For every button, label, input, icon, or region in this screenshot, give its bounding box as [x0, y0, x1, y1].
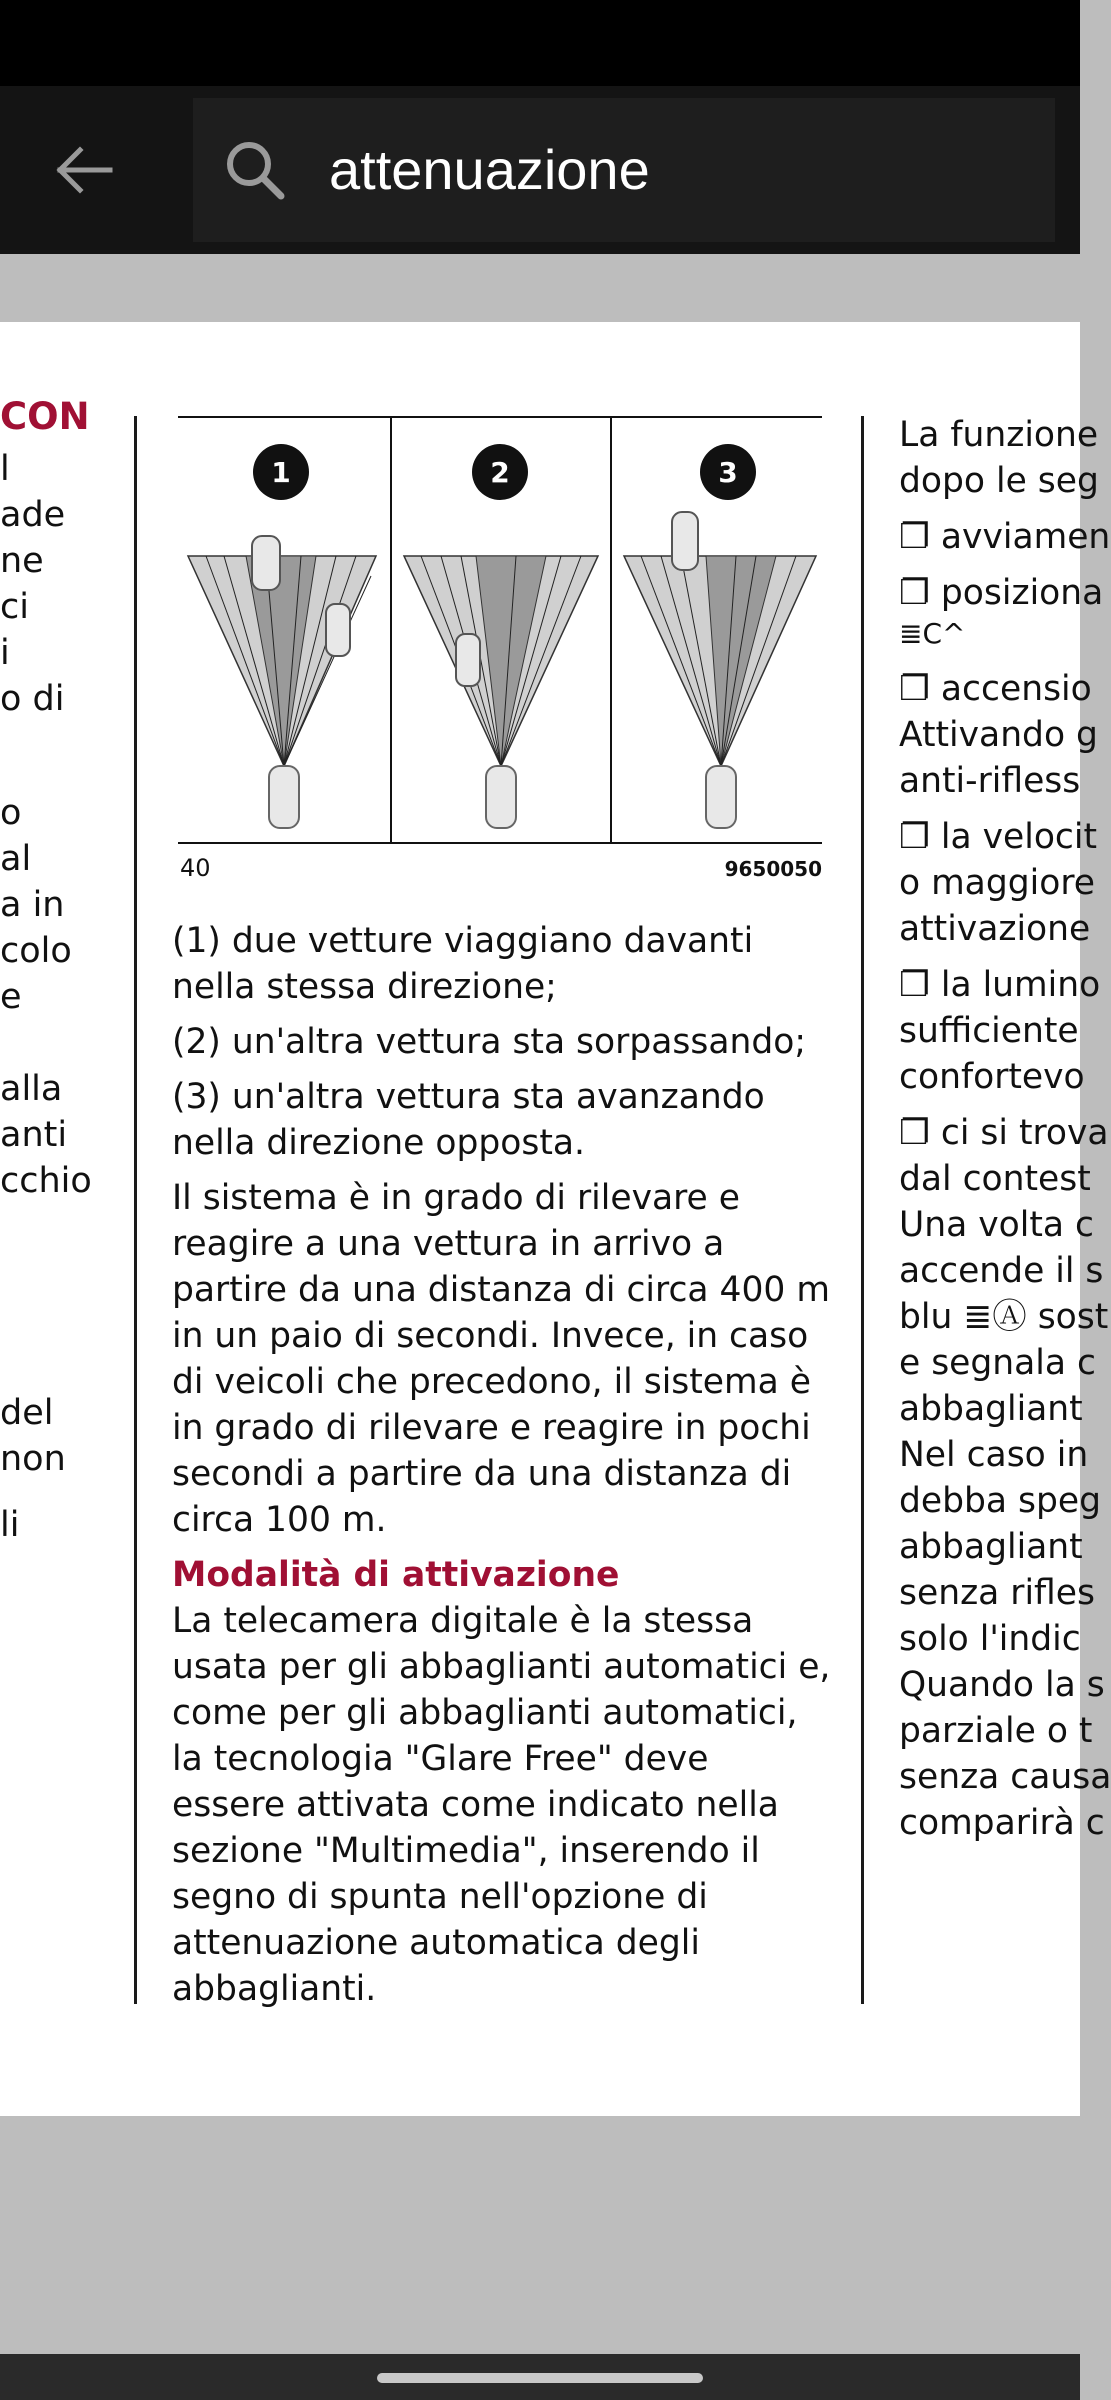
right-line: dopo le seg: [899, 461, 1099, 501]
left-line: al: [0, 839, 32, 879]
search-icon: [223, 138, 287, 202]
svg-text:2: 2: [490, 456, 510, 489]
right-line: senza causa: [899, 1757, 1111, 1797]
search-query-text[interactable]: attenuazione: [329, 138, 650, 201]
figure-code: 9650050: [724, 857, 822, 881]
right-line: sufficiente: [899, 1011, 1079, 1051]
right-line: abbagliant: [899, 1527, 1083, 1567]
figure-page-number: 40: [180, 854, 211, 882]
back-button[interactable]: [40, 126, 128, 214]
status-bar: [0, 0, 1080, 86]
left-line: e: [0, 977, 22, 1017]
right-line: senza rifles: [899, 1573, 1095, 1613]
left-line: ci: [0, 587, 29, 627]
right-line: e segnala c: [899, 1343, 1096, 1383]
left-line: ade: [0, 495, 66, 535]
right-line: attivazione: [899, 909, 1091, 949]
left-line: del: [0, 1393, 54, 1433]
right-line: o maggiore: [899, 863, 1095, 903]
right-line: ❐ posiziona: [899, 573, 1104, 613]
left-line: ne: [0, 541, 44, 581]
panel-1: [188, 536, 376, 828]
right-line: ❐ ci si trova: [899, 1113, 1109, 1153]
right-line: ❐ accensio: [899, 669, 1092, 709]
document-page: [0, 322, 1111, 2116]
right-line: La funzione: [899, 415, 1099, 455]
right-line: anti-rifless: [899, 761, 1081, 801]
detection-paragraph: Il sistema è in grado di rilevare e reagire a una vettura in arrivo a partire da una distanza di circa 400 m in un paio di secondi. Invece, in caso di veicoli che precedono, il sistema è in grado di rilevare e reagire in pochi secondi a partire da una distanza di circa 100 m.: [172, 1178, 830, 1540]
figure-caption-2: (2) un'altra vettura sta sorpassando;: [172, 1022, 806, 1062]
left-heading-fragment: CON: [0, 395, 90, 438]
right-line: blu ≣Ⓐ sost: [899, 1297, 1109, 1337]
home-gesture-handle[interactable]: [377, 2373, 703, 2383]
right-line: Una volta c: [899, 1205, 1094, 1245]
right-line: confortevo: [899, 1057, 1085, 1097]
glare-free-diagram: [176, 416, 824, 886]
right-line: ❐ la lumino: [899, 965, 1101, 1005]
left-line: colo: [0, 931, 72, 971]
left-line: o di: [0, 679, 65, 719]
left-line: cchio: [0, 1161, 92, 1201]
right-line: abbagliant: [899, 1389, 1083, 1429]
left-line: a in: [0, 885, 65, 925]
search-toolbar: [0, 86, 1080, 254]
left-line: o: [0, 793, 22, 833]
left-line: alla: [0, 1069, 63, 1109]
section-title-activation: Modalità di attivazione: [172, 1555, 620, 1595]
right-line: Quando la s: [899, 1665, 1105, 1705]
right-line: Nel caso in: [899, 1435, 1089, 1475]
right-line: dal contest: [899, 1159, 1091, 1199]
navigation-bar: [0, 2354, 1080, 2400]
right-line: accende il s: [899, 1251, 1104, 1291]
column-divider-right: [861, 416, 864, 2004]
right-line: ❐ la velocit: [899, 817, 1098, 857]
light-indicator-icon: ≣C^: [899, 617, 966, 650]
left-line: l: [0, 449, 10, 489]
search-input[interactable]: [193, 98, 1055, 242]
figure-caption-1: (1) due vetture viaggiano davanti nella stessa direzione;: [172, 921, 754, 1007]
column-divider-left: [134, 416, 137, 2004]
arrow-left-icon: [54, 146, 114, 194]
svg-text:3: 3: [718, 456, 738, 489]
right-line: Attivando g: [899, 715, 1098, 755]
left-line: anti: [0, 1115, 68, 1155]
right-line: ❐ avviamen: [899, 517, 1111, 557]
figure-caption-3: (3) un'altra vettura sta avanzando nella direzione opposta.: [172, 1077, 765, 1163]
right-line: debba speg: [899, 1481, 1102, 1521]
left-line: li: [0, 1505, 20, 1545]
panel-1-badge: [253, 444, 309, 500]
panel-2-badge: [472, 444, 528, 500]
right-line: solo l'indic: [899, 1619, 1081, 1659]
panel-3-badge: [700, 444, 756, 500]
panel-2: [404, 556, 598, 828]
svg-text:1: 1: [271, 456, 291, 489]
activation-paragraph: La telecamera digitale è la stessa usata per gli abbaglianti automatici e, come per gli abbaglianti automatici, la tecnologia "Glare Free" deve essere attivata come indicato nella sezione "Multimedia", inserendo il segno di spunta nell'opzione di attenuazione automatica degli abbaglianti.: [172, 1601, 831, 2009]
panel-3: [624, 512, 816, 828]
left-line: non: [0, 1439, 66, 1479]
middle-column-text: [172, 918, 832, 2021]
right-line: comparirà c: [899, 1803, 1105, 1843]
right-line: parziale o t: [899, 1711, 1093, 1751]
left-line: i: [0, 633, 10, 673]
